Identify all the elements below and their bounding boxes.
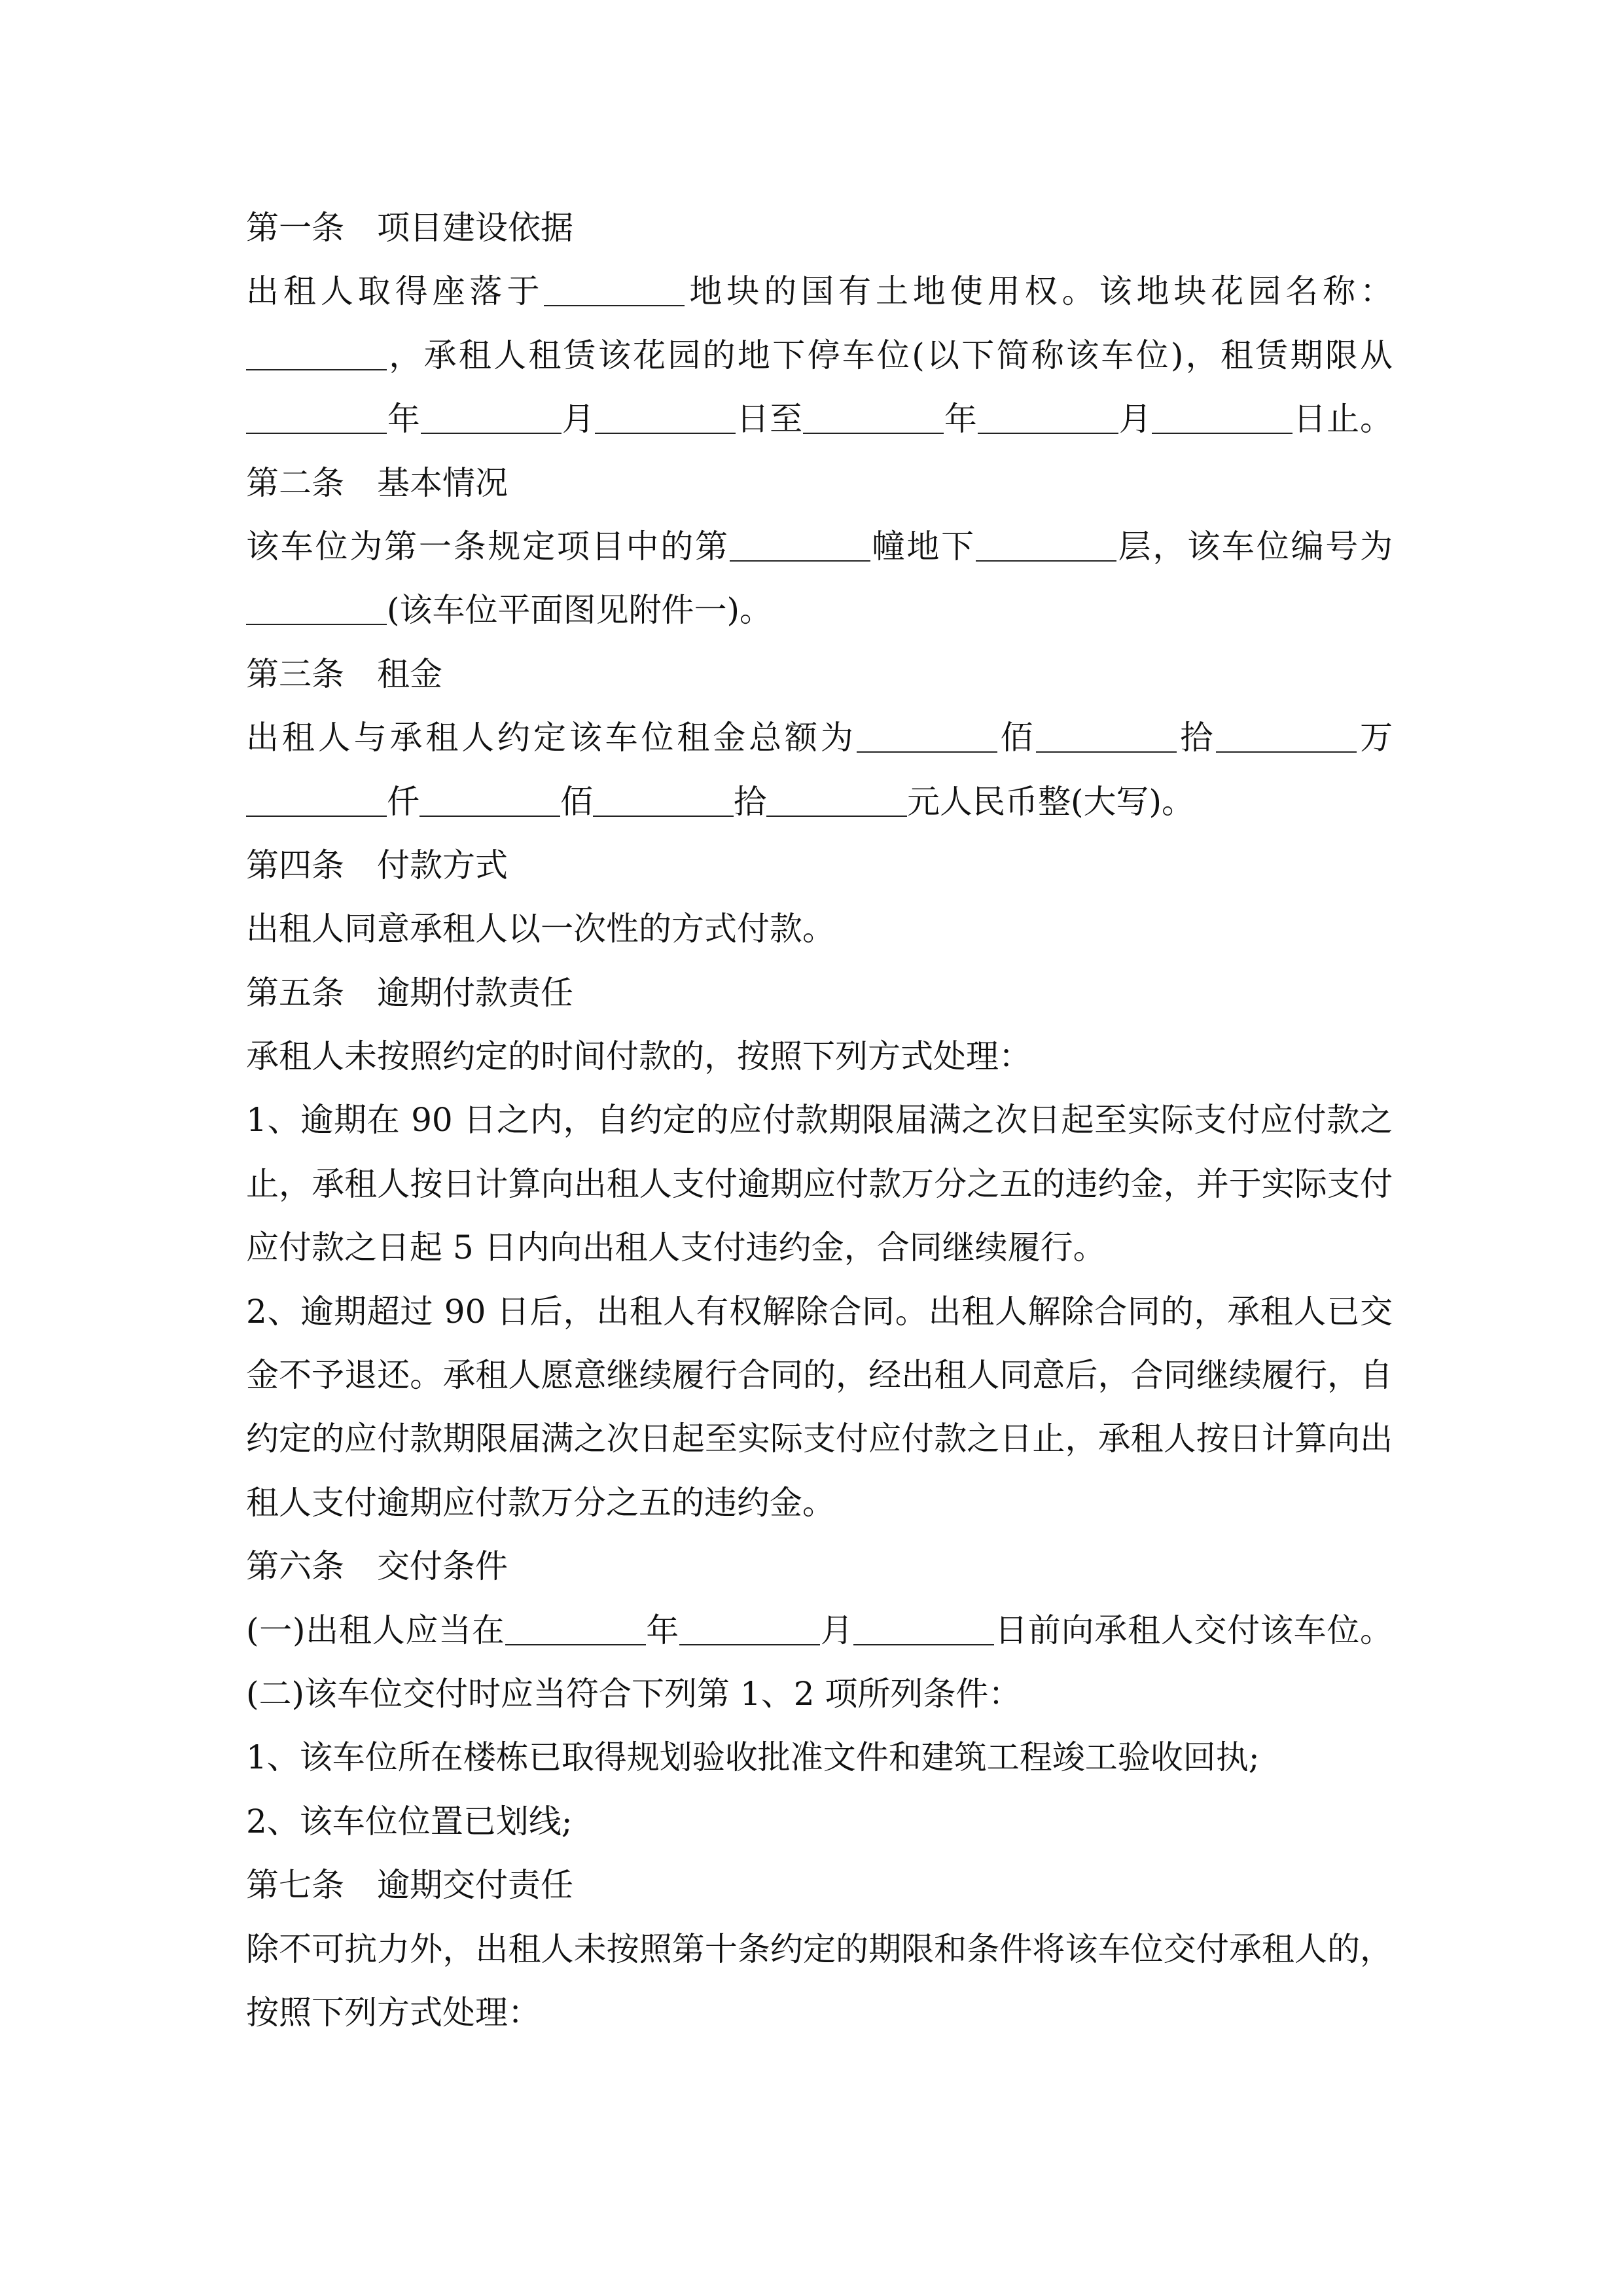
text-segment: ，承租人租赁该花园的地下停车位(以下简称该车位)，租赁期限从 — [387, 336, 1393, 374]
paragraph-line — [246, 706, 1393, 770]
paragraph-line — [246, 1918, 1393, 1981]
text-segment: 月 — [819, 1611, 854, 1649]
article-heading — [246, 834, 1393, 897]
paragraph-line — [246, 1025, 1393, 1088]
fill-in-blank[interactable] — [978, 396, 1118, 434]
text-segment: 第三条 租金 — [246, 655, 442, 693]
fill-in-blank[interactable] — [246, 587, 387, 625]
contract-document — [246, 196, 1393, 2045]
text-segment: 第五条 逾期付款责任 — [246, 973, 573, 1012]
fill-in-blank[interactable] — [595, 396, 736, 434]
fill-in-blank[interactable] — [544, 268, 685, 306]
fill-in-blank[interactable] — [246, 779, 387, 817]
text-segment: 元人民币整(大写)。 — [907, 782, 1195, 821]
text-segment: 租人支付逾期应付款万分之五的违约金。 — [246, 1483, 835, 1522]
text-segment: 日至 — [736, 400, 804, 439]
text-segment: 该车位为第一条规定项目中的第 — [246, 527, 730, 565]
text-segment: 承租人未按照约定的时间付款的，按照下列方式处理： — [246, 1037, 1031, 1076]
fill-in-blank[interactable] — [246, 396, 387, 434]
text-segment: (该车位平面图见附件一)。 — [387, 591, 773, 630]
fill-in-blank[interactable] — [679, 1607, 820, 1645]
fill-in-blank[interactable] — [1036, 715, 1177, 753]
paragraph-line — [246, 1981, 1393, 2045]
text-segment: 2、逾期超过 90 日后，出租人有权解除合同。出租人解除合同的，承租人已交 — [246, 1292, 1393, 1331]
paragraph-line — [246, 1726, 1393, 1789]
fill-in-blank[interactable] — [246, 332, 387, 370]
text-segment: 拾 — [734, 782, 766, 821]
fill-in-blank[interactable] — [505, 1607, 646, 1645]
fill-in-blank[interactable] — [1152, 396, 1293, 434]
text-segment: (一)出租人应当在 — [246, 1611, 505, 1649]
text-segment: 月 — [561, 400, 596, 439]
paragraph-line — [246, 1280, 1393, 1344]
fill-in-blank[interactable] — [803, 396, 944, 434]
text-segment: 幢地下 — [870, 527, 976, 565]
fill-in-blank[interactable] — [593, 779, 734, 817]
fill-in-blank[interactable] — [766, 779, 907, 817]
fill-in-blank[interactable] — [421, 396, 562, 434]
text-segment: 年 — [387, 400, 421, 439]
text-segment: 年 — [645, 1611, 679, 1649]
fill-in-blank[interactable] — [976, 524, 1116, 562]
paragraph-line — [246, 770, 1393, 834]
text-segment: 第一条 项目建设依据 — [246, 209, 573, 247]
text-segment: 日前向承租人交付该车位。 — [994, 1611, 1393, 1649]
article-heading — [246, 196, 1393, 260]
article-heading — [246, 961, 1393, 1025]
fill-in-blank[interactable] — [419, 779, 560, 817]
fill-in-blank[interactable] — [1216, 715, 1357, 753]
text-segment: (二)该车位交付时应当符合下列第 1、2 项所列条件： — [246, 1674, 1022, 1713]
text-segment: 年 — [944, 400, 978, 439]
article-heading — [246, 1535, 1393, 1598]
fill-in-blank[interactable] — [853, 1607, 994, 1645]
text-segment: 层，该车位编号为 — [1116, 527, 1393, 565]
text-segment: 地块的国有土地使用权。该地块花园名称： — [685, 272, 1393, 311]
text-segment: 月 — [1118, 400, 1152, 439]
paragraph-line — [246, 324, 1393, 387]
fill-in-blank[interactable] — [857, 715, 997, 753]
paragraph-line — [246, 1599, 1393, 1662]
paragraph-line — [246, 1344, 1393, 1407]
paragraph-line — [246, 1662, 1393, 1726]
text-segment: 应付款之日起 5 日内向出租人支付违约金，合同继续履行。 — [246, 1229, 1106, 1267]
paragraph-line — [246, 897, 1393, 961]
text-segment: 除不可抗力外，出租人未按照第十条约定的期限和条件将该车位交付承租人的， — [246, 1929, 1393, 1968]
article-heading — [246, 452, 1393, 515]
paragraph-line — [246, 1216, 1393, 1280]
text-segment: 出租人取得座落于 — [246, 272, 544, 311]
text-segment: 拾 — [1177, 719, 1217, 757]
paragraph-line — [246, 260, 1393, 323]
paragraph-line — [246, 515, 1393, 579]
text-segment: 出租人同意承租人以一次性的方式付款。 — [246, 910, 835, 948]
text-segment: 约定的应付款期限届满之次日起至实际支付应付款之日止，承租人按日计算向出 — [246, 1420, 1393, 1458]
paragraph-line — [246, 1471, 1393, 1535]
text-segment: 金不予退还。承租人愿意继续履行合同的，经出租人同意后，合同继续履行，自 — [246, 1356, 1393, 1395]
text-segment: 佰 — [997, 719, 1037, 757]
text-segment: 第四条 付款方式 — [246, 846, 508, 884]
text-segment: 1、该车位所在楼栋已取得规划验收批准文件和建筑工程竣工验收回执; — [246, 1738, 1260, 1777]
paragraph-line — [246, 387, 1393, 451]
text-segment: 万 — [1357, 719, 1393, 757]
paragraph-line — [246, 1790, 1393, 1854]
text-segment: 出租人与承租人约定该车位租金总额为 — [246, 719, 857, 757]
article-heading — [246, 643, 1393, 706]
text-segment: 止，承租人按日计算向出租人支付逾期应付款万分之五的违约金，并于实际支付 — [246, 1164, 1393, 1203]
paragraph-line — [246, 1088, 1393, 1152]
text-segment: 第二条 基本情况 — [246, 463, 508, 502]
text-segment: 仟 — [387, 782, 419, 821]
paragraph-line — [246, 1407, 1393, 1471]
text-segment: 第六条 交付条件 — [246, 1547, 508, 1586]
text-segment: 2、该车位位置已划线; — [246, 1802, 573, 1840]
text-segment: 1、逾期在 90 日之内，自约定的应付款期限届满之次日起至实际支付应付款之 — [246, 1101, 1393, 1139]
article-heading — [246, 1854, 1393, 1917]
text-segment: 日止。 — [1293, 400, 1393, 439]
paragraph-line — [246, 579, 1393, 642]
paragraph-line — [246, 1153, 1393, 1216]
text-segment: 按照下列方式处理： — [246, 1993, 541, 2032]
text-segment: 佰 — [560, 782, 593, 821]
text-segment: 第七条 逾期交付责任 — [246, 1866, 573, 1905]
fill-in-blank[interactable] — [730, 524, 870, 562]
